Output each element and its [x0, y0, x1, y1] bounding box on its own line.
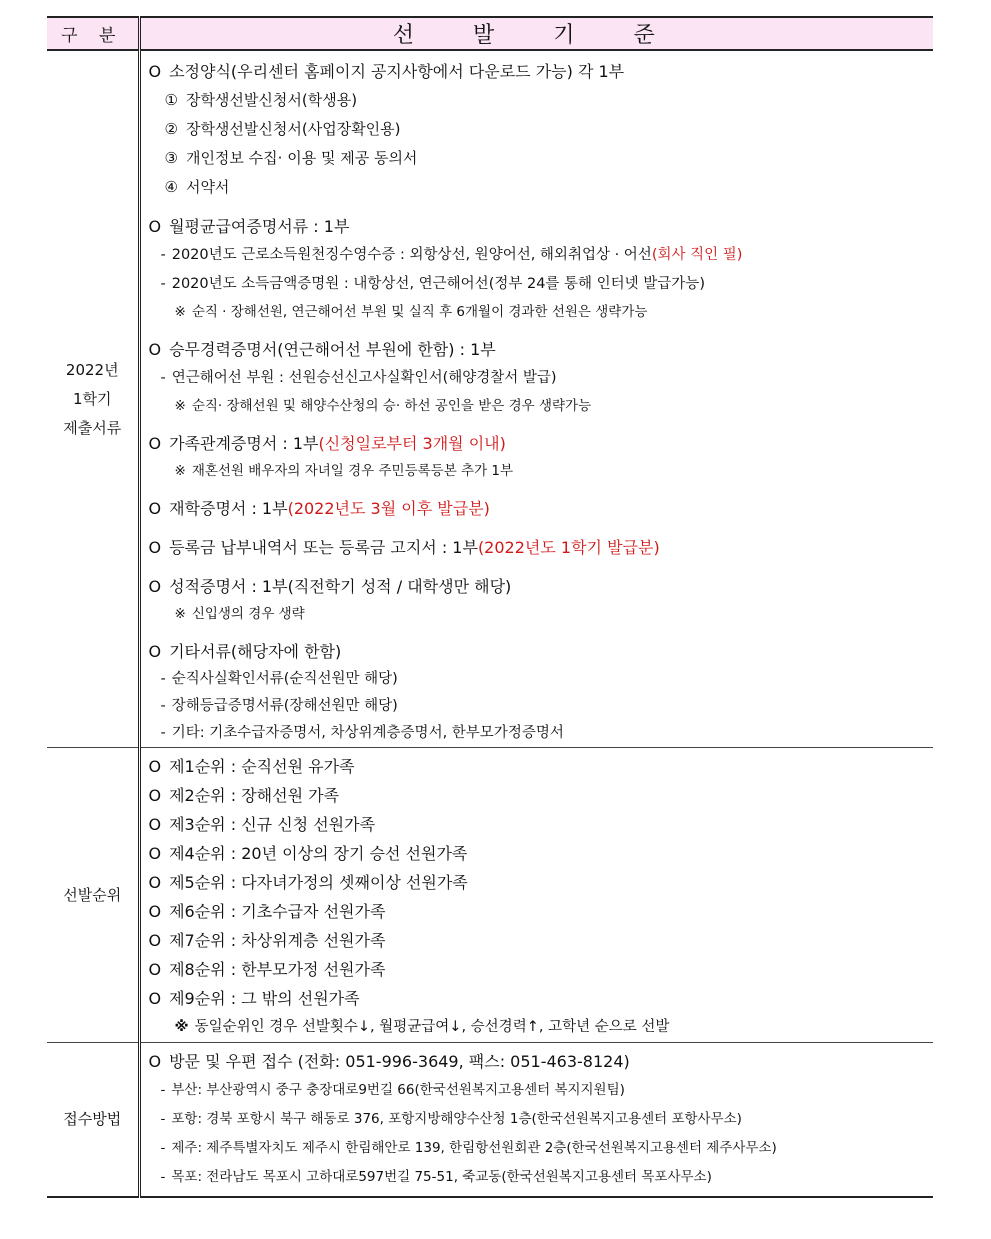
- list-item: O 제4순위 : 20년 이상의 장기 승선 선원가족: [148, 844, 468, 863]
- ranking-label: 선발순위: [47, 748, 139, 1043]
- selection-criteria-document: [47, 16, 933, 1198]
- list-item: O 가족관계증명서 : 1부(신청일로부터 3개월 이내): [148, 434, 506, 453]
- list-item: - 장해등급증명서류(장해선원만 해당): [160, 698, 398, 714]
- documents-section: [47, 50, 933, 748]
- list-item: O 제5순위 : 다자녀가정의 셋째이상 선원가족: [148, 873, 468, 892]
- note: ※ 신입생의 경우 생략: [174, 606, 305, 622]
- ranking-content: [139, 748, 933, 1043]
- highlight-text: (신청일로부터 3개월 이내): [318, 434, 506, 453]
- list-item: O 제7순위 : 차상위계층 선원가족: [148, 931, 386, 950]
- list-item: O 제6순위 : 기초수급자 선원가족: [148, 902, 386, 921]
- list-item: O 승무경력증명서(연근해어선 부원에 한함) : 1부: [148, 340, 496, 359]
- header-criteria: 선 발 기 준: [139, 17, 933, 50]
- submission-section: [47, 1043, 933, 1198]
- list-item: - 기타: 기초수급자증명서, 차상위계층증명서, 한부모가정증명서: [160, 725, 564, 741]
- criteria-table: [47, 16, 933, 1198]
- list-item: - 2020년도 소득금액증명원 : 내항상선, 연근해어선(정부 24를 통해 인터넷 발급가능): [160, 276, 705, 292]
- list-item: ① 장학생선발신청서(학생용): [164, 91, 358, 109]
- list-item: O 월평균급여증명서류 : 1부: [148, 217, 350, 236]
- note: ※ 재혼선원 배우자의 자녀일 경우 주민등록등본 추가 1부: [174, 463, 514, 479]
- list-item: O 기타서류(해당자에 한함): [148, 642, 342, 661]
- list-item: O 등록금 납부내역서 또는 등록금 고지서 : 1부(2022년도 1학기 발급분): [148, 538, 660, 557]
- table-header-row: [47, 17, 933, 50]
- submission-label: 접수방법: [47, 1043, 139, 1198]
- note: ※ 순직 · 장해선원, 연근해어선 부원 및 실직 후 6개월이 경과한 선원은 생략가능: [174, 304, 648, 320]
- list-item: - 포항: 경북 포항시 북구 해동로 376, 포항지방해양수산청 1층(한국선원복지고용센터 포항사무소): [160, 1111, 742, 1127]
- highlight-text: (2022년도 1학기 발급분): [477, 538, 660, 557]
- list-item: ④ 서약서: [164, 178, 230, 196]
- list-item: - 순직사실확인서류(순직선원만 해당): [160, 671, 398, 687]
- list-item: O 재학증명서 : 1부(2022년도 3월 이후 발급분): [148, 499, 490, 518]
- highlight-text: (회사 직인 필): [651, 247, 743, 263]
- submission-content: [139, 1043, 933, 1198]
- list-item: - 목포: 전라남도 목포시 고하대로597번길 75-51, 죽교동(한국선원복지고용센터 목포사무소): [160, 1169, 712, 1185]
- list-item: - 부산: 부산광역시 중구 충장대로9번길 66(한국선원복지고용센터 복지지원팀): [160, 1082, 625, 1098]
- list-item: O 제3순위 : 신규 신청 선원가족: [148, 815, 376, 834]
- note: ※ 동일순위인 경우 선발횟수↓, 월평균급여↓, 승선경력↑, 고학년 순으로 선발: [174, 1019, 670, 1035]
- list-item: O 제1순위 : 순직선원 유가족: [148, 757, 355, 776]
- list-item: - 제주: 제주특별자치도 제주시 한림해안로 139, 한림항선원회관 2층(한국선원복지고용센터 제주사무소): [160, 1140, 777, 1156]
- documents-content: [139, 50, 933, 748]
- list-item: ② 장학생선발신청서(사업장확인용): [164, 120, 401, 138]
- list-item: O 제8순위 : 한부모가정 선원가족: [148, 960, 386, 979]
- list-item: ③ 개인정보 수집· 이용 및 제공 동의서: [164, 149, 418, 167]
- note: ※ 순직· 장해선원 및 해양수산청의 승· 하선 공인을 받은 경우 생략가능: [174, 398, 592, 414]
- list-item: O 성적증명서 : 1부(직전학기 성적 / 대학생만 해당): [148, 577, 512, 596]
- list-item: - 2020년도 근로소득원천징수영수증 : 외항상선, 원양어선, 해외취업상 · 어선(회사 직인 필): [160, 247, 743, 263]
- header-category: 구 분: [47, 17, 139, 50]
- documents-label: 2022년 1학기 제출서류: [47, 50, 139, 748]
- highlight-text: (2022년도 3월 이후 발급분): [287, 499, 490, 518]
- list-item: O 소정양식(우리센터 홈페이지 공지사항에서 다운로드 가능) 각 1부: [148, 62, 625, 81]
- list-item: O 방문 및 우편 접수 (전화: 051-996-3649, 팩스: 051-463-8124): [148, 1052, 630, 1071]
- list-item: O 제2순위 : 장해선원 가족: [148, 786, 340, 805]
- ranking-section: [47, 748, 933, 1043]
- list-item: - 연근해어선 부원 : 선원승선신고사실확인서(해양경찰서 발급): [160, 370, 557, 386]
- list-item: O 제9순위 : 그 밖의 선원가족: [148, 989, 360, 1008]
